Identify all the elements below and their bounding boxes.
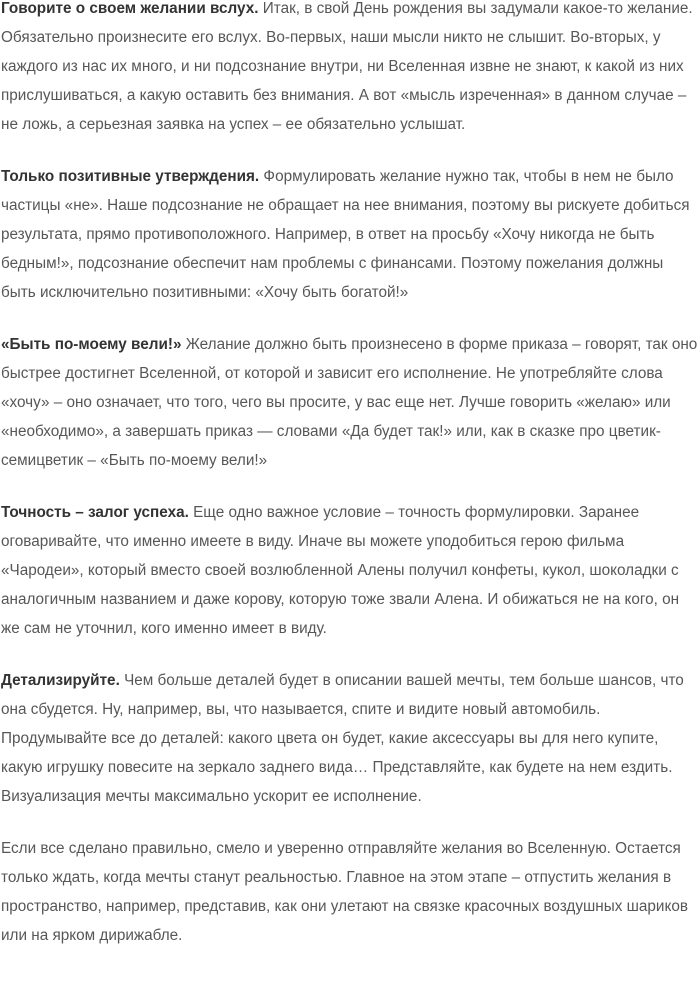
paragraph-text: Формулировать желание нужно так, чтобы в нем не было частицы «не». Наше подсознание не обращает на нее внимания, поэтому вы рискуете добиться результата, прямо противоположного. Например, в ответ на просьбу «Хочу никогда не быть бедным!», подсознание обеспечит нам проблемы с финансами. Поэтому пожелания должны быть исключительно позитивными: «Хочу быть богатой!»: [1, 168, 690, 301]
paragraph-lead: Точность – залог успеха.: [1, 504, 189, 521]
paragraph-command-form: [1, 330, 700, 475]
paragraph-lead: Говорите о своем желании вслух.: [1, 0, 259, 17]
paragraph-conclusion: [1, 834, 700, 950]
paragraph-text: Итак, в свой День рождения вы задумали какое-то желание. Обязательно произнесите его вслух. Во-первых, наши мысли никто не слышит. Во-вторых, у каждого из нас их много, и ни подсознание внутри, ни Вселенная извне не знают, к какой из них прислушиваться, а какую оставить без внимания. А вот «мысль изреченная» в данном случае – не ложь, а серьезная заявка на успех – ее обязательно услышат.: [1, 0, 693, 133]
paragraph-text: Чем больше деталей будет в описании вашей мечты, тем больше шансов, что она сбудется. Ну, например, вы, что называется, спите и видите новый автомобиль. Продумывайте все до деталей: какого цвета он будет, какие аксессуары вы для него купите, какую игрушку повесите на зеркало заднего вида… Представляйте, как будете на нем ездить. Визуализация мечты максимально ускорит ее исполнение.: [1, 672, 684, 805]
paragraph-text: Желание должно быть произнесено в форме приказа – говорят, так оно быстрее достигнет Вселенной, от которой и зависит его исполнение. Не употребляйте слова «хочу» – оно означает, что того, чего вы просите, у вас еще нет. Лучше говорить «желаю» или «необходимо», а завершать приказ — словами «Да будет так!» или, как в сказке про цветик-семицветик – «Быть по-моему вели!»: [1, 336, 698, 469]
paragraph-text: Если все сделано правильно, смело и уверенно отправляйте желания во Вселенную. Остается только ждать, когда мечты станут реальностью. Главное на этом этапе – отпустить желания в пространство, например, представив, как они улетают на связке красочных воздушных шариков или на ярком дирижабле.: [1, 840, 688, 944]
paragraph-text: Еще одно важное условие – точность формулировки. Заранее оговаривайте, что именно имеете в виду. Иначе вы можете уподобиться герою фильма «Чародеи», который вместо своей возлюбленной Алены получил конфеты, кукол, шоколадки с аналогичным названием и даже корову, которую тоже звали Алена. И обижаться не на кого, он же сам не уточнил, кого именно имеет в виду.: [1, 504, 680, 637]
paragraph-details: [1, 666, 700, 811]
paragraph-lead: Детализируйте.: [1, 672, 120, 689]
paragraph-positive-statements: [1, 162, 700, 307]
paragraph-lead: «Быть по-моему вели!»: [1, 336, 182, 353]
paragraph-lead: Только позитивные утверждения.: [1, 168, 260, 185]
paragraph-precision: [1, 498, 700, 643]
paragraph-speak-aloud: [1, 0, 700, 139]
